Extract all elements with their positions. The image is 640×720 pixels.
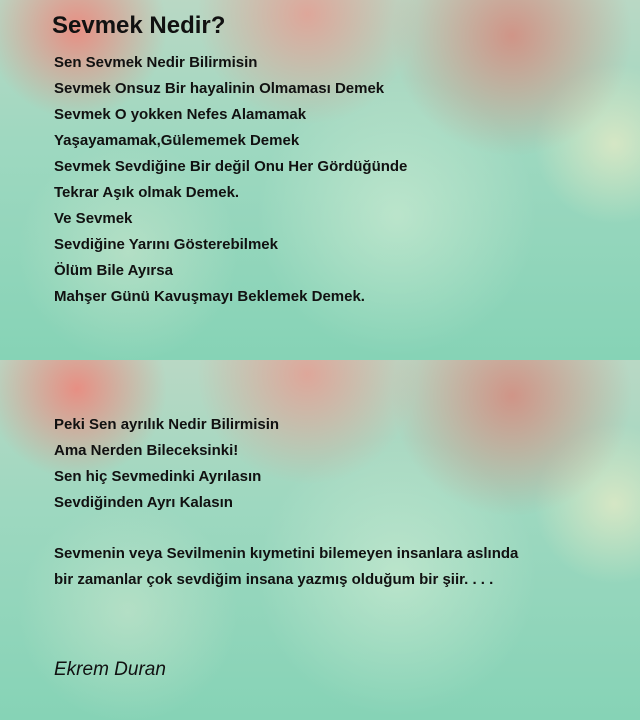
poem-title: Sevmek Nedir? <box>52 12 226 39</box>
poem-line: Sevdiğine Yarını Gösterebilmek <box>54 236 278 253</box>
poem-line: Sevdiğinden Ayrı Kalasın <box>54 494 233 511</box>
poem-line: Yaşayamamak,Gülememek Demek <box>54 132 300 149</box>
poem-line: Ve Sevmek <box>54 210 133 227</box>
poem-note <box>54 541 518 593</box>
poem-line: Sen Sevmek Nedir Bilirmisin <box>54 54 258 71</box>
poem-line: Peki Sen ayrılık Nedir Bilirmisin <box>54 416 280 433</box>
note-line: bir zamanlar çok sevdiğim insana yazmış olduğum bir şiir. . . . <box>54 571 494 588</box>
poem-line: Sevmek Onsuz Bir hayalinin Olmaması Demek <box>54 80 385 97</box>
poem-line: Sevmek Sevdiğine Bir değil Onu Her Gördüğünde <box>54 158 408 175</box>
poem-line: Ama Nerden Bileceksinki! <box>54 442 239 459</box>
note-line: Sevmenin veya Sevilmenin kıymetini bilemeyen insanlara aslında <box>54 545 519 562</box>
poem-line: Sevmek O yokken Nefes Alamamak <box>54 106 307 123</box>
poem-line: Tekrar Aşık olmak Demek. <box>54 184 240 201</box>
poem-card-bottom <box>0 360 640 720</box>
poem-line: Mahşer Günü Kavuşmayı Beklemek Demek. <box>54 288 365 305</box>
poem-line: Ölüm Bile Ayırsa <box>54 262 173 279</box>
poem-stanza-2 <box>54 412 279 516</box>
poem-author: Ekrem Duran <box>54 659 166 680</box>
poem-stanza-1 <box>54 50 407 310</box>
poem-line: Sen hiç Sevmedinki Ayrılasın <box>54 468 262 485</box>
